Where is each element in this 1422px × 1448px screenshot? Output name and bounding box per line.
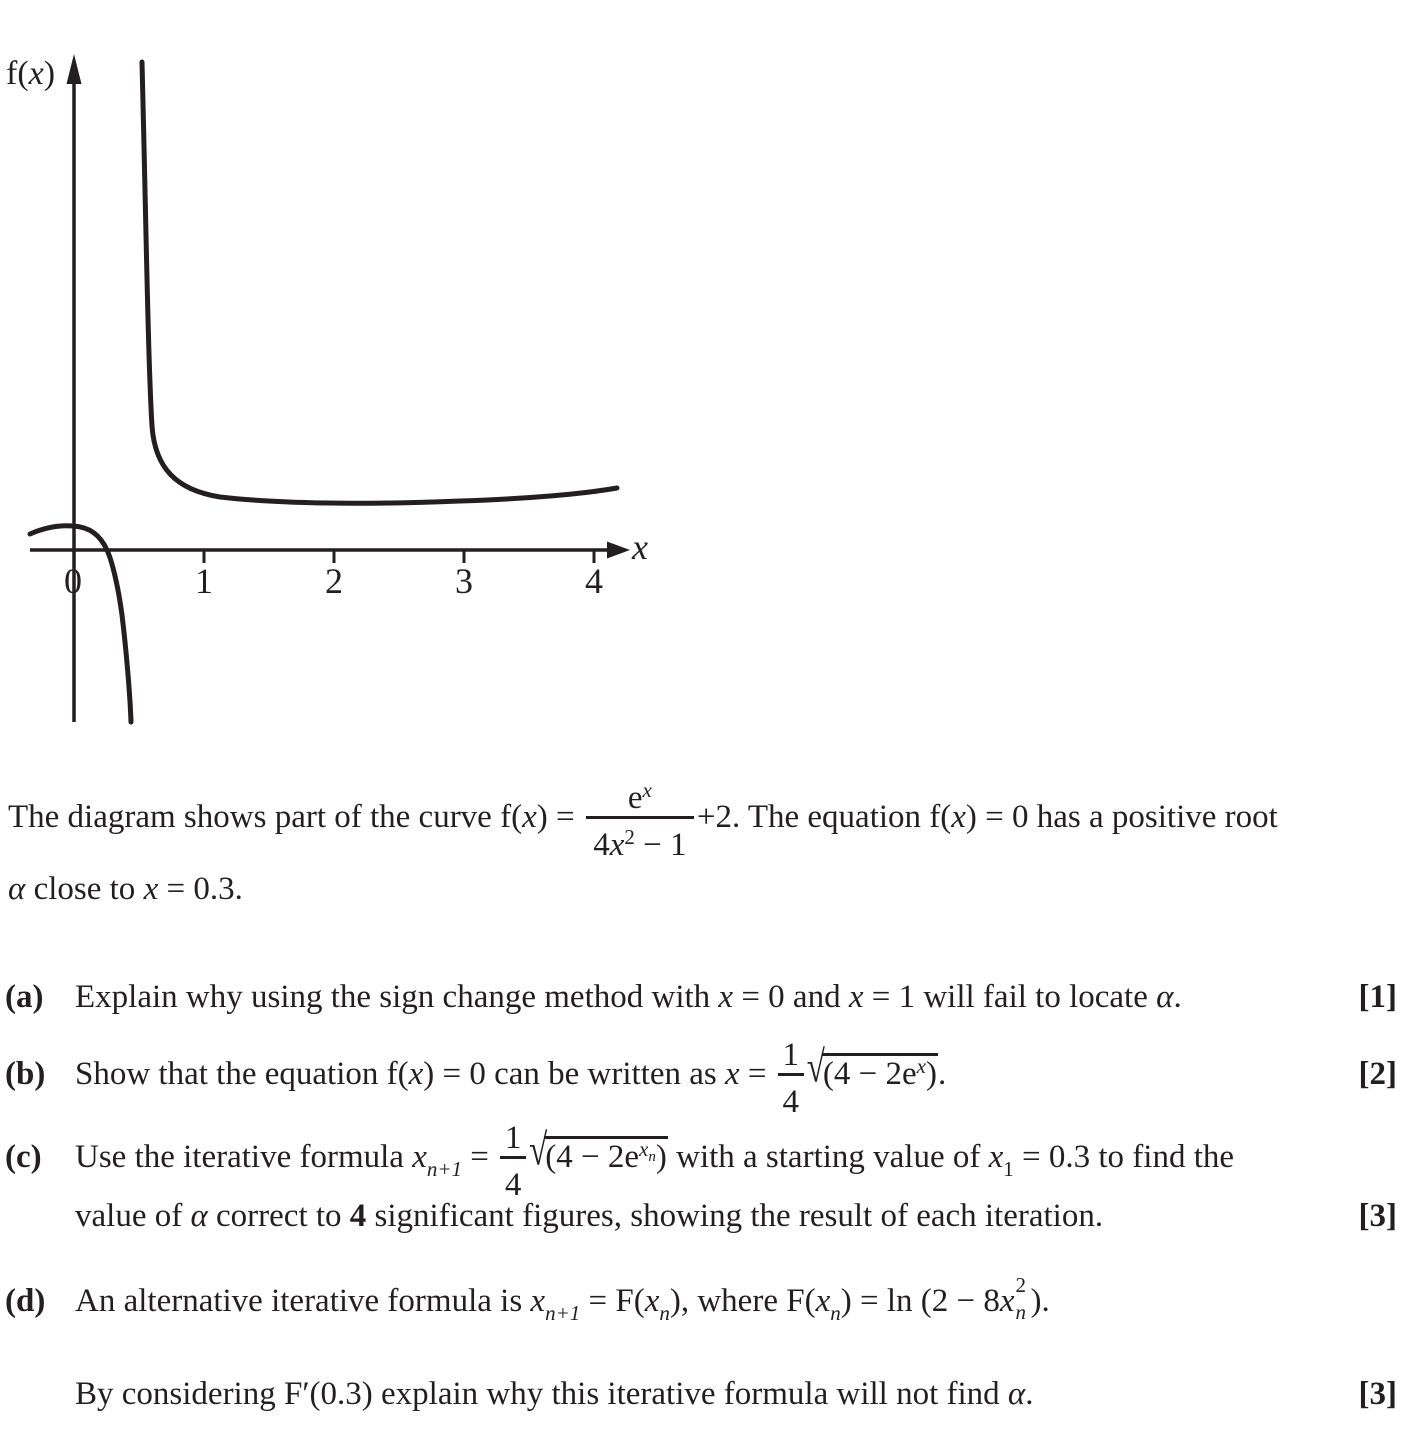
- text-run: = 0.3.: [158, 871, 243, 907]
- tick-label-1: 1: [195, 561, 213, 601]
- curve-upper-branch: [142, 62, 617, 503]
- text-run: value of: [75, 1198, 191, 1234]
- text-run: correct to: [207, 1198, 350, 1234]
- text-run: close to: [25, 871, 144, 907]
- fraction-denominator: [586, 825, 694, 863]
- text-run: = F(: [580, 1283, 645, 1319]
- exponent: 2: [1015, 1273, 1026, 1297]
- text-run: x: [28, 55, 44, 92]
- text-run: x: [725, 1056, 740, 1092]
- exponent: x: [642, 778, 652, 802]
- text-run: .: [1173, 979, 1182, 1015]
- fraction-bar: [586, 816, 694, 819]
- part-a-label: (a): [5, 979, 44, 1015]
- fraction-bar: [500, 1156, 526, 1159]
- tick-label-2: 2: [325, 561, 343, 601]
- fraction-denominator: 4: [504, 1167, 522, 1203]
- text-run: ): [43, 55, 56, 92]
- y-axis-label: [6, 57, 55, 91]
- text-run: = 0 and: [733, 979, 849, 1015]
- text-run: ): [926, 1056, 937, 1092]
- alpha-symbol: α: [190, 1198, 208, 1234]
- part-c-line-2: [75, 1200, 1103, 1233]
- text-run: = 0.3 to find the: [1013, 1139, 1235, 1175]
- text-run: (4 − 2e: [822, 1056, 917, 1092]
- part-c-line-1: [75, 1120, 1235, 1203]
- fraction-numerator: 1: [504, 1120, 522, 1156]
- curve-lower-branch: [30, 526, 131, 722]
- radicand: [822, 1053, 938, 1092]
- fraction-bar: [778, 1073, 804, 1076]
- text-run: e: [627, 780, 643, 816]
- text-run: ) =: [536, 799, 583, 835]
- text-run: x: [522, 799, 537, 835]
- alpha-symbol: α: [1007, 1376, 1026, 1412]
- text-run: x: [609, 827, 625, 863]
- subscript: 1: [1003, 1157, 1014, 1181]
- text-run: x: [848, 979, 864, 1015]
- text-run: .: [1025, 1376, 1034, 1412]
- text-run: =: [462, 1139, 498, 1175]
- text-run: x: [143, 871, 159, 907]
- text-run: =: [739, 1056, 775, 1092]
- text-run: ) = 0 has a positive root: [965, 799, 1278, 835]
- text-run: with a starting value of: [667, 1139, 989, 1175]
- fraction-ex-over-4x2-1: [586, 778, 694, 863]
- super-sub-stack: [1015, 1273, 1031, 1324]
- subscript: n: [648, 1149, 656, 1165]
- alpha-symbol: α: [8, 871, 26, 907]
- part-d-marks: [3]: [1358, 1376, 1397, 1412]
- fraction-one-quarter: [500, 1120, 526, 1203]
- text-run: ).: [1030, 1283, 1050, 1319]
- fraction-denominator: 4: [782, 1084, 800, 1120]
- subscript: n+1: [426, 1157, 463, 1181]
- subscript: n+1: [545, 1301, 581, 1325]
- fraction-numerator: [586, 778, 694, 816]
- text-run: ), where F(: [669, 1283, 816, 1319]
- text-run: ) = ln (2 − 8: [840, 1283, 1000, 1319]
- subscript: n: [659, 1301, 670, 1325]
- part-c-label: (c): [5, 1139, 42, 1175]
- text-run: ) = 0 can be written as: [423, 1056, 726, 1092]
- text-run: 4: [593, 827, 610, 863]
- part-b-marks: [2]: [1358, 1056, 1397, 1092]
- subscript: n: [1015, 1300, 1026, 1324]
- part-c-marks: [3]: [1358, 1198, 1397, 1234]
- text-run: x: [999, 1283, 1015, 1319]
- radical-sign: √: [529, 1126, 548, 1176]
- subscript: n: [830, 1301, 841, 1325]
- text-run: x: [408, 1056, 424, 1092]
- fraction-numerator: 1: [782, 1037, 800, 1073]
- text-run: Show that the equation f(: [75, 1056, 409, 1092]
- text-run: ): [655, 1139, 667, 1175]
- text-run: = 1 will fail to locate: [863, 979, 1157, 1015]
- intro-line-1: [8, 778, 1278, 863]
- text-run: x: [644, 1283, 660, 1319]
- x-axis-arrowhead: [607, 542, 630, 559]
- text-run: (4 − 2e: [545, 1139, 640, 1175]
- radical-sign: √: [806, 1043, 825, 1093]
- text-run: x: [412, 1139, 427, 1175]
- text-run: Use the iterative formula: [75, 1139, 413, 1175]
- part-d-line-2: [75, 1378, 1033, 1411]
- fraction-one-quarter: [778, 1037, 804, 1120]
- part-b-text: [75, 1037, 947, 1120]
- text-run: f(: [6, 55, 29, 92]
- text-run: significant figures, showing the result of each iteration.: [366, 1198, 1104, 1234]
- part-d-line-1: [75, 1273, 1050, 1325]
- text-run: An alternative iterative formula is: [75, 1283, 531, 1319]
- tick-label-3: 3: [455, 561, 473, 601]
- part-a-text: [75, 981, 1182, 1014]
- exponent: [639, 1137, 656, 1165]
- part-b-label: (b): [5, 1056, 46, 1092]
- part-d-label: (d): [5, 1283, 46, 1319]
- radicand: [544, 1136, 668, 1175]
- graph-canvas: [0, 0, 700, 740]
- text-run: x: [718, 979, 734, 1015]
- alpha-symbol: α: [1156, 979, 1174, 1015]
- text-run: By considering F′(0.3) explain why this iterative formula will not find: [75, 1376, 1008, 1412]
- text-run: x: [988, 1139, 1004, 1175]
- text-run: +2. The equation f(: [696, 799, 952, 835]
- tick-label-0: 0: [64, 561, 82, 601]
- y-axis-arrowhead: [67, 54, 82, 84]
- exponent: 2: [624, 825, 635, 849]
- text-run: .: [938, 1056, 947, 1092]
- bold-run: 4: [349, 1198, 367, 1234]
- text-run: x: [815, 1283, 831, 1319]
- part-a-marks: [1]: [1358, 979, 1397, 1015]
- exponent: x: [916, 1054, 926, 1078]
- tick-label-4: 4: [585, 561, 603, 601]
- text-run: x: [951, 799, 966, 835]
- intro-line-2: [8, 873, 243, 906]
- text-run: − 1: [634, 827, 687, 863]
- x-axis-label: x: [632, 527, 648, 567]
- text-run: Explain why using the sign change method with: [75, 979, 719, 1015]
- text-run: x: [639, 1137, 649, 1161]
- text-run: x: [530, 1283, 546, 1319]
- text-run: The diagram shows part of the curve f(: [8, 799, 523, 835]
